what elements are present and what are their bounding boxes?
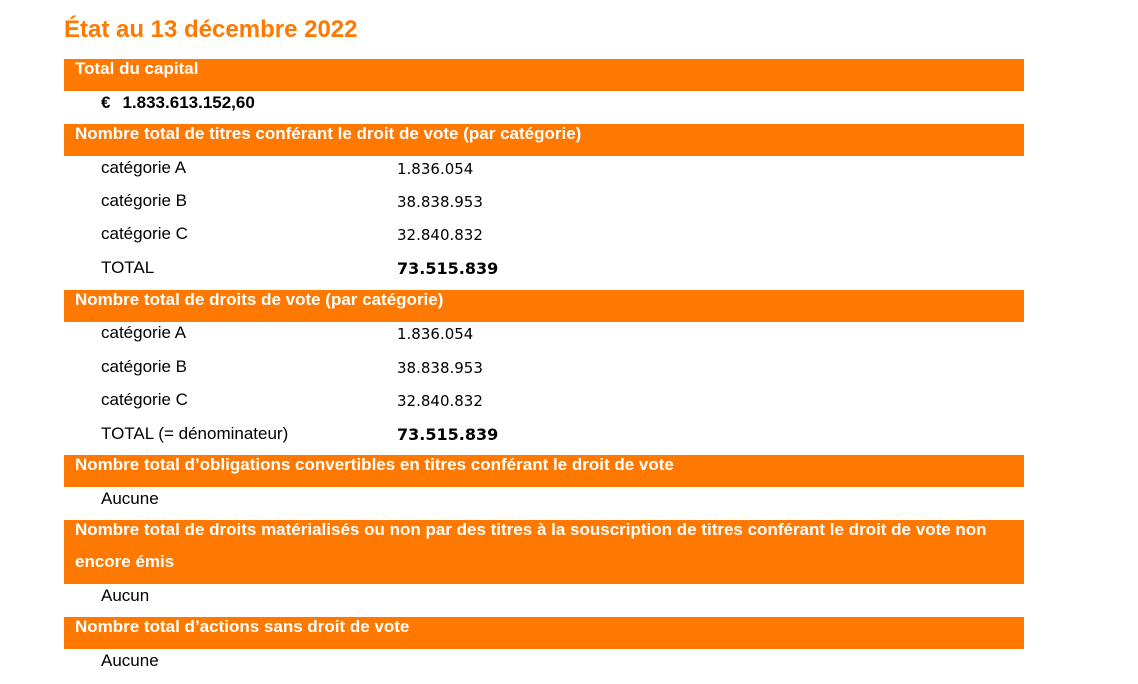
actions-sans-droit-value: Aucune [101,651,159,670]
capital-amount: 1.833.613.152,60 [122,93,255,112]
droits-total-value: 73.515.839 [397,425,499,444]
droits-row-a-value: 1.836.054 [397,325,474,343]
droits-materialises-value: Aucun [101,586,150,605]
droits-row-b-value: 38.838.953 [397,359,483,377]
section-header-obligations-text: Nombre total d’obligations convertibles en titres conférant le droit de vote [75,455,674,474]
droits-row-c-value: 32.840.832 [397,392,483,410]
section-header-titres-text: Nombre total de titres conférant le droit de vote (par catégorie) [75,124,582,143]
section-header-droits-materialises [64,520,1024,584]
capital-amount-row [101,93,255,113]
titres-total-value: 73.515.839 [397,259,499,278]
titres-row-b-value: 38.838.953 [397,193,483,211]
section-header-actions-sans-droit [64,617,1024,649]
titres-row-b-label: catégorie B [101,191,187,210]
section-header-titres [64,124,1024,156]
droits-row-c-label: catégorie C [101,390,188,409]
section-header-droits [64,290,1024,322]
droits-row-a-label: catégorie A [101,323,187,342]
page-title: État au 13 décembre 2022 [64,16,358,43]
section-header-droits-materialises-text: Nombre total de droits matérialisés ou non par des titres à la souscription de titres conférant le droit de vote non encore émis [75,520,987,571]
section-header-droits-text: Nombre total de droits de vote (par catégorie) [75,290,444,309]
titres-row-c-value: 32.840.832 [397,226,483,244]
droits-total-label: TOTAL (= dénominateur) [101,424,289,443]
titres-row-a-value: 1.836.054 [397,160,474,178]
titres-row-a-label: catégorie A [101,158,187,177]
titres-total-label: TOTAL [101,258,155,277]
droits-row-b-label: catégorie B [101,357,187,376]
section-header-capital [64,59,1024,91]
euro-symbol: € [101,93,111,112]
titres-row-c-label: catégorie C [101,224,188,243]
obligations-value: Aucune [101,489,159,508]
section-header-actions-sans-droit-text: Nombre total d’actions sans droit de vote [75,617,410,636]
section-header-capital-text: Total du capital [75,59,199,78]
section-header-obligations [64,455,1024,487]
